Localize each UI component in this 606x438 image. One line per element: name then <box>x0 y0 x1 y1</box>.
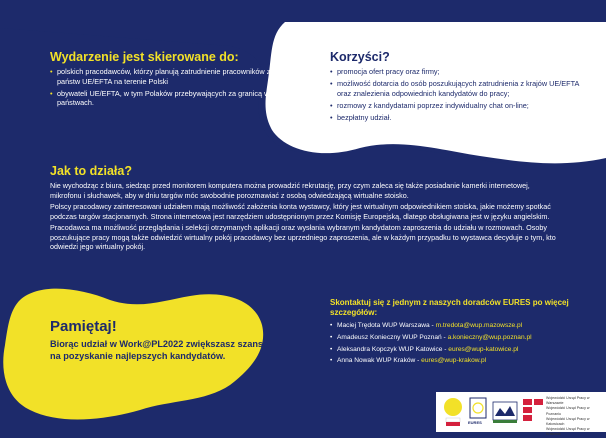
contact-list <box>330 322 570 366</box>
contact-name: Maciej Trędota WUP Warszawa - <box>337 322 436 329</box>
wup-office: Wojewódzki Urząd Pracy w Poznaniu <box>546 406 604 416</box>
contact-name: Aleksandra Kopczyk WUP Katowice - <box>337 346 448 353</box>
list-item: • polskich pracodawców, którzy planują zatrudnienie pracowników z państw UE/EFTA na terenie Polski <box>50 67 295 86</box>
list-item: • obywateli UE/EFTA, w tym Polaków przebywających za granicą w tych państwach. <box>50 89 295 108</box>
benefits-section <box>330 50 580 125</box>
how-it-works-title: Jak to działa? <box>50 164 560 178</box>
list-item: • możliwość dotarcia do osób poszukujących zatrudnienia z krajów UE/EFTA oraz znalezienia odpowiednich kandydatów do pracy; <box>330 79 580 98</box>
benefits-list <box>330 67 580 122</box>
contact-name: Anna Nowak WUP Kraków - <box>337 357 421 364</box>
contact-section <box>330 298 570 369</box>
contact-item <box>330 346 570 355</box>
wup-office: Wojewódzki Urząd Pracy w Warszawie <box>546 396 604 406</box>
remember-section <box>50 318 270 362</box>
benefits-title: Korzyści? <box>330 50 580 64</box>
wup-office: Wojewódzki Urząd Pracy w Katowicach <box>546 417 604 427</box>
contact-email-link[interactable]: eures@wup-krakow.pl <box>421 357 486 364</box>
wup-logos-icon <box>522 398 544 426</box>
eu-logo-icon <box>492 398 518 426</box>
poland-flag-logo-icon <box>442 396 464 428</box>
contact-item <box>330 334 570 343</box>
how-it-works-section <box>50 164 560 254</box>
audience-section <box>50 50 295 110</box>
contact-email-link[interactable]: m.tredota@wup.mazowsze.pl <box>436 322 523 329</box>
remember-title: Pamiętaj! <box>50 318 270 335</box>
audience-title: Wydarzenie jest skierowane do: <box>50 50 295 64</box>
how-paragraph: Pracodawca ma możliwość przeglądania i selekcji otrzymanych aplikacji oraz wysłania wybranym kandydatom zaproszenia do udziału w rozmowach. Osoby poszukujące pracy mogą także odwiedzić wirtualny pokój pracodawcy bez uprzedniego zaproszenia, ale w każdym przypadku to wystawca decyduje o tym, kto odwiedzi jego wirtualny pokój. <box>50 223 560 252</box>
how-paragraph: Polscy pracodawcy zainteresowani udziałem mają możliwość założenia konta wystawcy, który jest wirtualnym odpowiednikiem stoiska, jakie możemy spotkać podczas targów stacjonarnych. Strona internetowa jest narzędziem udostępnionym przez Komisję Europejską, dlatego obsługiwana jest w języku angielskim. <box>50 202 560 221</box>
contact-title: Skontaktuj się z jednym z naszych doradców EURES po więcej szczegółów: <box>330 298 570 318</box>
remember-text: Biorąc udział w Work@PL2022 zwiększasz szanse na pozyskanie najlepszych kandydatów. <box>50 339 270 362</box>
eures-logo-label: EURES <box>468 420 482 425</box>
contact-email-link[interactable]: eures@wup-katowice.pl <box>448 346 518 353</box>
wup-offices-list <box>546 396 604 438</box>
how-paragraph: Nie wychodząc z biura, siedząc przed monitorem komputera można prowadzić rekrutację, przy czym zaleca się także posiadanie kamerki internetowej, mikrofonu i słuchawek, aby w dniu targów móc swobodnie porozmawiać z osobą odwiedzającą wirtualne stoisko. <box>50 181 560 200</box>
contact-item <box>330 322 570 331</box>
list-item: • promocja ofert pracy oraz firmy; <box>330 67 580 77</box>
logos-strip <box>436 392 606 432</box>
contact-email-link[interactable]: a.konieczny@wup.poznan.pl <box>448 334 532 341</box>
list-item: • bezpłatny udział. <box>330 113 580 123</box>
list-item: • rozmowy z kandydatami poprzez indywidualny chat on-line; <box>330 101 580 111</box>
wup-office: Wojewódzki Urząd Pracy w Krakowie <box>546 427 604 437</box>
contact-name: Amadeusz Konieczny WUP Poznań - <box>337 334 448 341</box>
contact-item <box>330 357 570 366</box>
audience-list <box>50 67 295 108</box>
